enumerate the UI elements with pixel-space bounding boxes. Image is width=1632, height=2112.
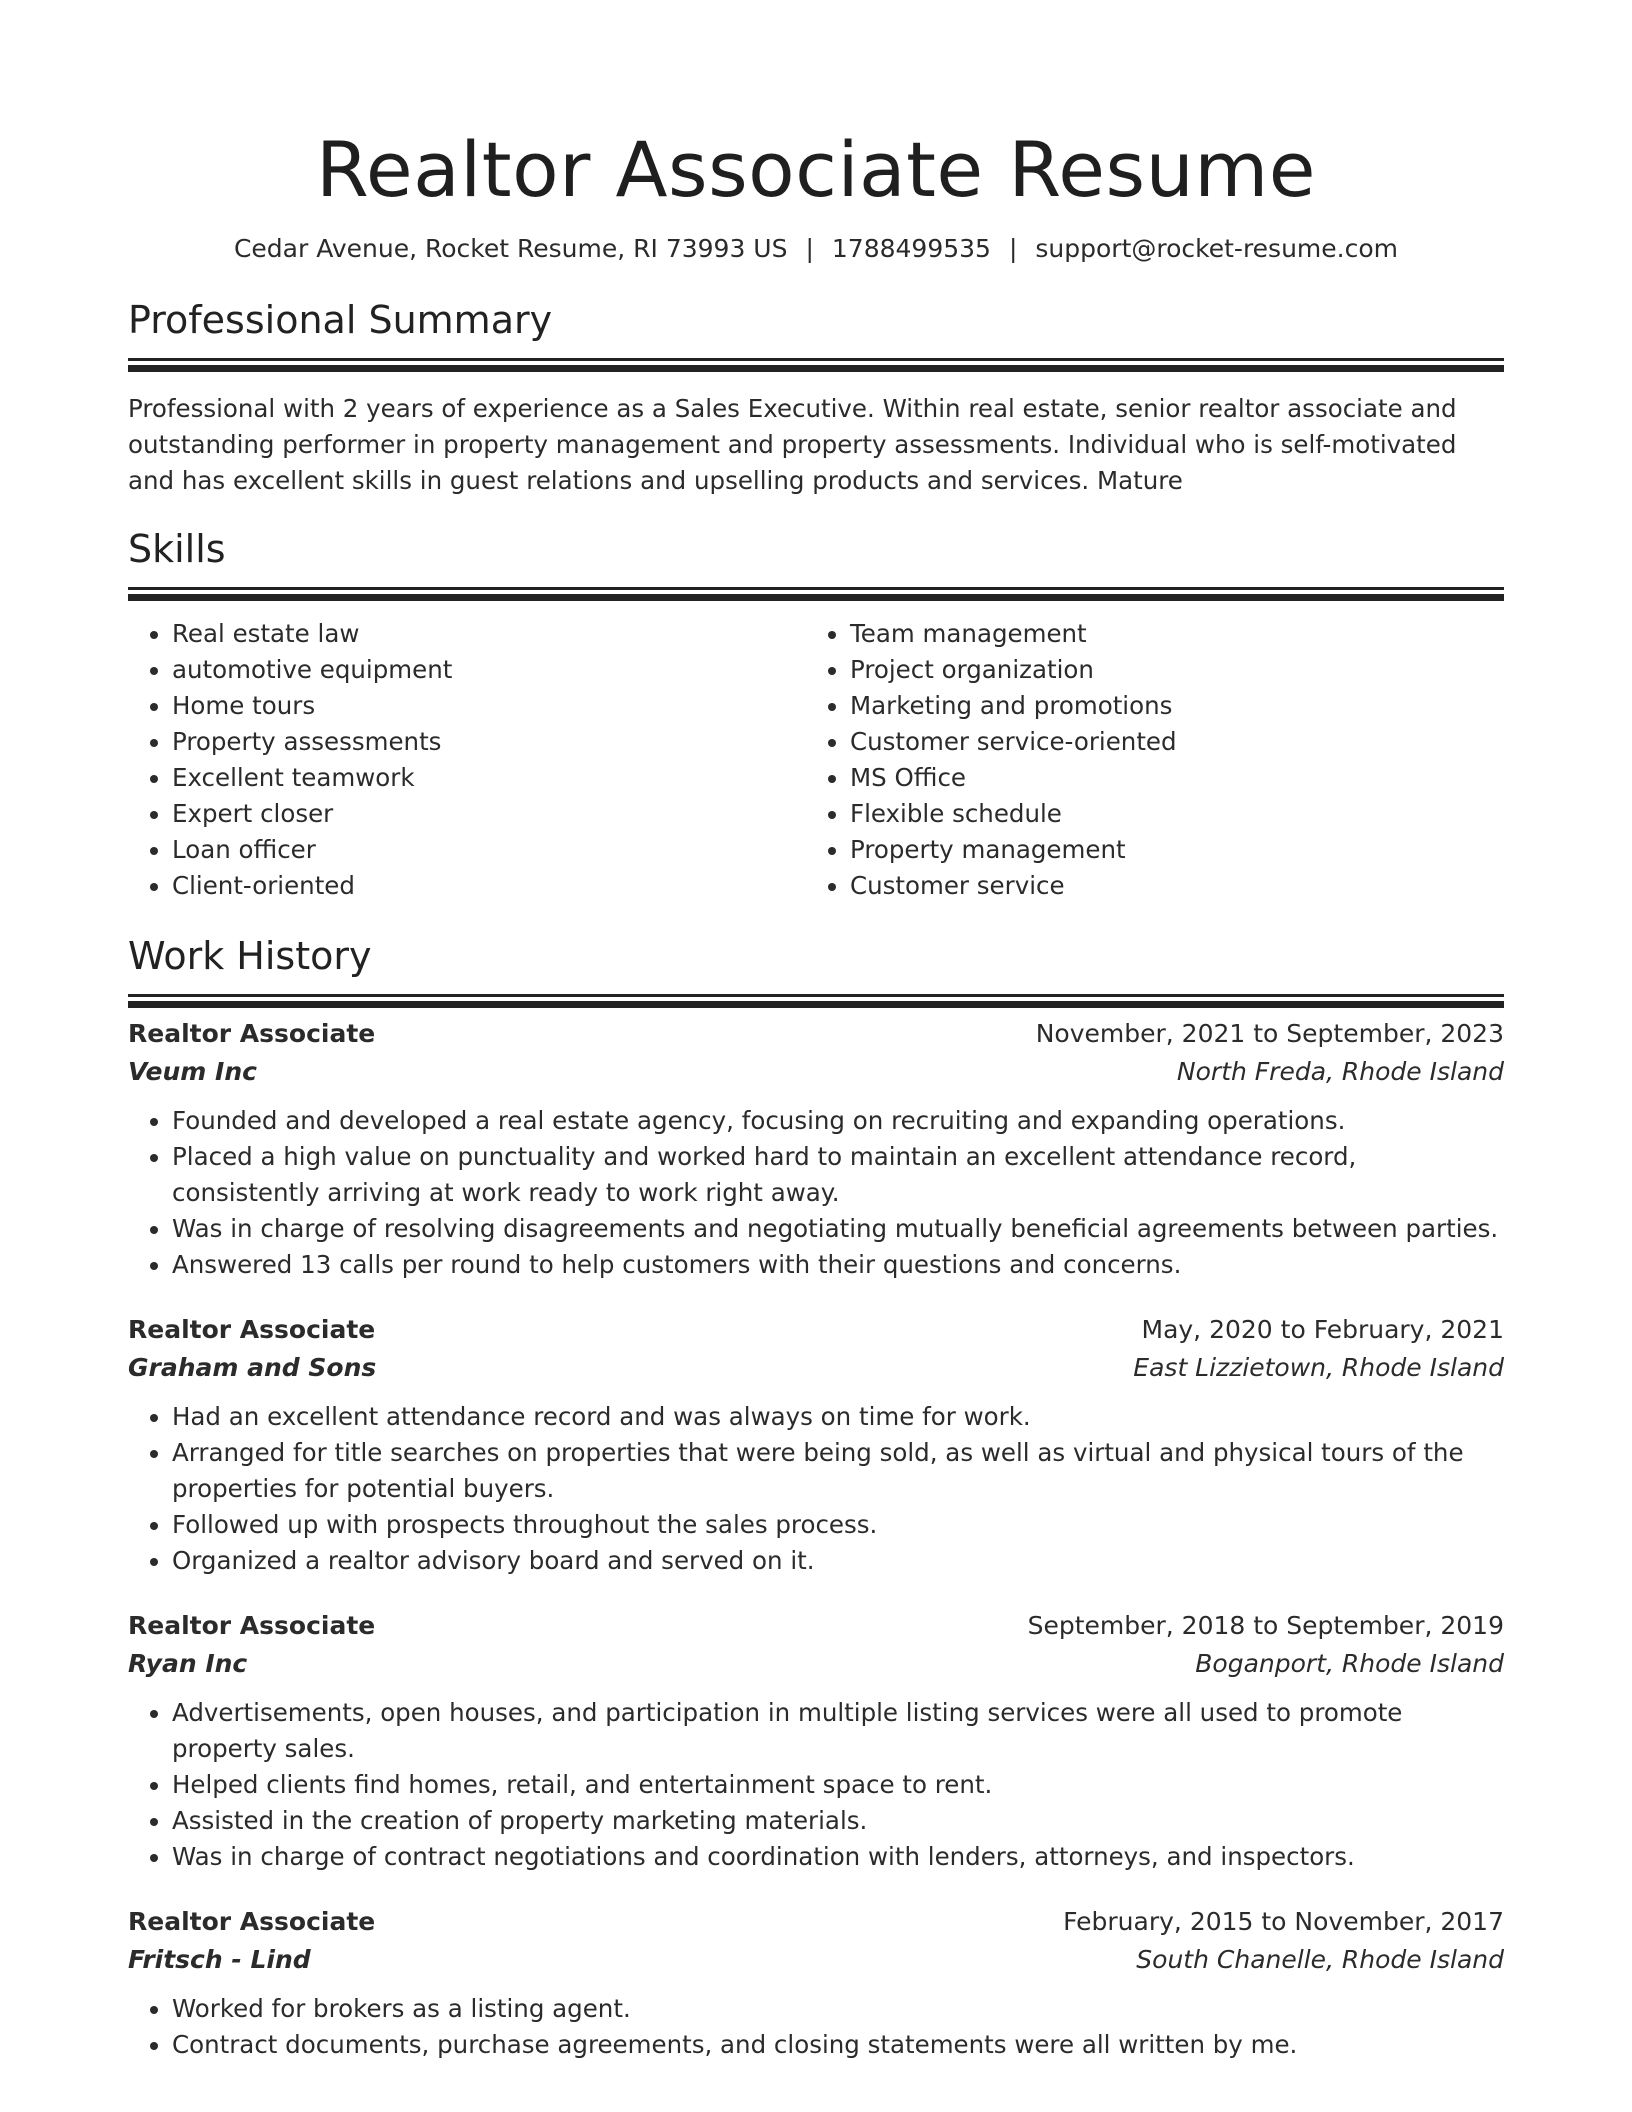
section-heading-work-history: Work History [128, 934, 372, 978]
job-entry [128, 1015, 1504, 1283]
work-history-section [128, 932, 1504, 2063]
skill-item: • Flexible schedule [850, 796, 1484, 832]
contact-phone: 1788499535 [831, 234, 991, 263]
skill-item: • Customer service [850, 868, 1484, 904]
job-bullet: • Assisted in the creation of property marketing materials. [172, 1803, 1504, 1839]
job-company-row [128, 1645, 1504, 1683]
skill-item: • Client-oriented [172, 868, 806, 904]
job-location: Boganport, Rhode Island [1195, 1649, 1504, 1678]
job-bullet: • Followed up with prospects throughout the sales process. [172, 1507, 1504, 1543]
job-title: Realtor Associate [128, 1611, 376, 1640]
section-divider [128, 358, 1504, 361]
skill-item: • Property assessments [172, 724, 806, 760]
skill-item: • Property management [850, 832, 1484, 868]
contact-separator: | [805, 234, 814, 263]
job-bullet: • Had an excellent attendance record and was always on time for work. [172, 1399, 1504, 1435]
job-company: Fritsch - Lind [128, 1945, 311, 1974]
skill-item: • Expert closer [172, 796, 806, 832]
job-bullet: • Answered 13 calls per round to help customers with their questions and concerns. [172, 1247, 1504, 1283]
job-entry [128, 1607, 1504, 1875]
job-company-row [128, 1941, 1504, 1979]
section-heading-skills: Skills [128, 527, 226, 571]
professional-summary-section [128, 296, 1504, 499]
job-location: East Lizzietown, Rhode Island [1133, 1353, 1504, 1382]
contact-address: Cedar Avenue, Rocket Resume, RI 73993 US [233, 234, 788, 263]
job-title: Realtor Associate [128, 1315, 376, 1344]
job-location: South Chanelle, Rhode Island [1136, 1945, 1504, 1974]
skill-item: • MS Office [850, 760, 1484, 796]
job-bullets [128, 1103, 1504, 1283]
job-bullet: • Organized a realtor advisory board and served on it. [172, 1543, 1504, 1579]
contact-line [128, 232, 1504, 266]
job-company-row [128, 1349, 1504, 1387]
skill-item: • Team management [850, 616, 1484, 652]
job-title: Realtor Associate [128, 1907, 376, 1936]
skill-item: • Home tours [172, 688, 806, 724]
job-bullet: • Was in charge of contract negotiations and coordination with lenders, attorneys, and inspectors. [172, 1839, 1504, 1875]
job-header-row [128, 1311, 1504, 1349]
resume-title: Realtor Associate Resume [315, 125, 1317, 214]
job-bullet: • Founded and developed a real estate agency, focusing on recruiting and expanding operations. [172, 1103, 1504, 1139]
job-bullet: • Was in charge of resolving disagreements and negotiating mutually beneficial agreements between parties. [172, 1211, 1504, 1247]
job-bullet: • Worked for brokers as a listing agent. [172, 1991, 1504, 2027]
skill-item: • Real estate law [172, 616, 806, 652]
skill-item: • Marketing and promotions [850, 688, 1484, 724]
skill-item: • automotive equipment [172, 652, 806, 688]
job-bullets [128, 1399, 1504, 1579]
job-bullet: • Arranged for title searches on properties that were being sold, as well as virtual and physical tours of the properties for potential buyers. [172, 1435, 1504, 1507]
skill-item: • Customer service-oriented [850, 724, 1484, 760]
skill-item: • Loan officer [172, 832, 806, 868]
job-dates: February, 2015 to November, 2017 [1063, 1907, 1504, 1936]
job-dates: May, 2020 to February, 2021 [1141, 1315, 1504, 1344]
job-header-row [128, 1607, 1504, 1645]
job-bullets [128, 1695, 1504, 1875]
contact-email: support@rocket-resume.com [1035, 234, 1399, 263]
job-dates: November, 2021 to September, 2023 [1035, 1019, 1504, 1048]
job-entry [128, 1311, 1504, 1579]
job-company: Graham and Sons [128, 1353, 377, 1382]
skill-item: • Project organization [850, 652, 1484, 688]
skills-column-left [128, 616, 806, 904]
job-bullet: • Helped clients find homes, retail, and entertainment space to rent. [172, 1767, 1504, 1803]
job-company-row [128, 1053, 1504, 1091]
job-bullet: • Contract documents, purchase agreements, and closing statements were all written by me. [172, 2027, 1504, 2063]
contact-separator: | [1008, 234, 1018, 263]
job-title: Realtor Associate [128, 1019, 376, 1048]
job-entry [128, 1903, 1504, 2063]
job-header-row [128, 1903, 1504, 1941]
skills-column-right [806, 616, 1484, 904]
skill-item: • Excellent teamwork [172, 760, 806, 796]
summary-text: Professional with 2 years of experience as a Sales Executive. Within real estate, senior realtor associate and outstanding performer in property management and property assessments. Individual who is self-motivated and has excellent skills in guest relations and upselling products and services. Mature [128, 394, 1457, 495]
section-divider [128, 587, 1504, 590]
job-bullet: • Placed a high value on punctuality and worked hard to maintain an excellent attendance record, consistently arriving at work ready to work right away. [172, 1139, 1504, 1211]
section-divider [128, 994, 1504, 997]
job-bullets [128, 1991, 1504, 2063]
resume-page [128, 0, 1504, 2063]
section-heading-summary: Professional Summary [128, 298, 553, 342]
job-company: Ryan Inc [128, 1649, 248, 1678]
skills-columns [128, 616, 1504, 904]
job-company: Veum Inc [128, 1057, 257, 1086]
job-location: North Freda, Rhode Island [1176, 1057, 1504, 1086]
skills-section [128, 525, 1504, 904]
job-dates: September, 2018 to September, 2019 [1027, 1611, 1504, 1640]
job-bullet: • Advertisements, open houses, and participation in multiple listing services were all used to promote property sales. [172, 1695, 1504, 1767]
job-header-row [128, 1015, 1504, 1053]
